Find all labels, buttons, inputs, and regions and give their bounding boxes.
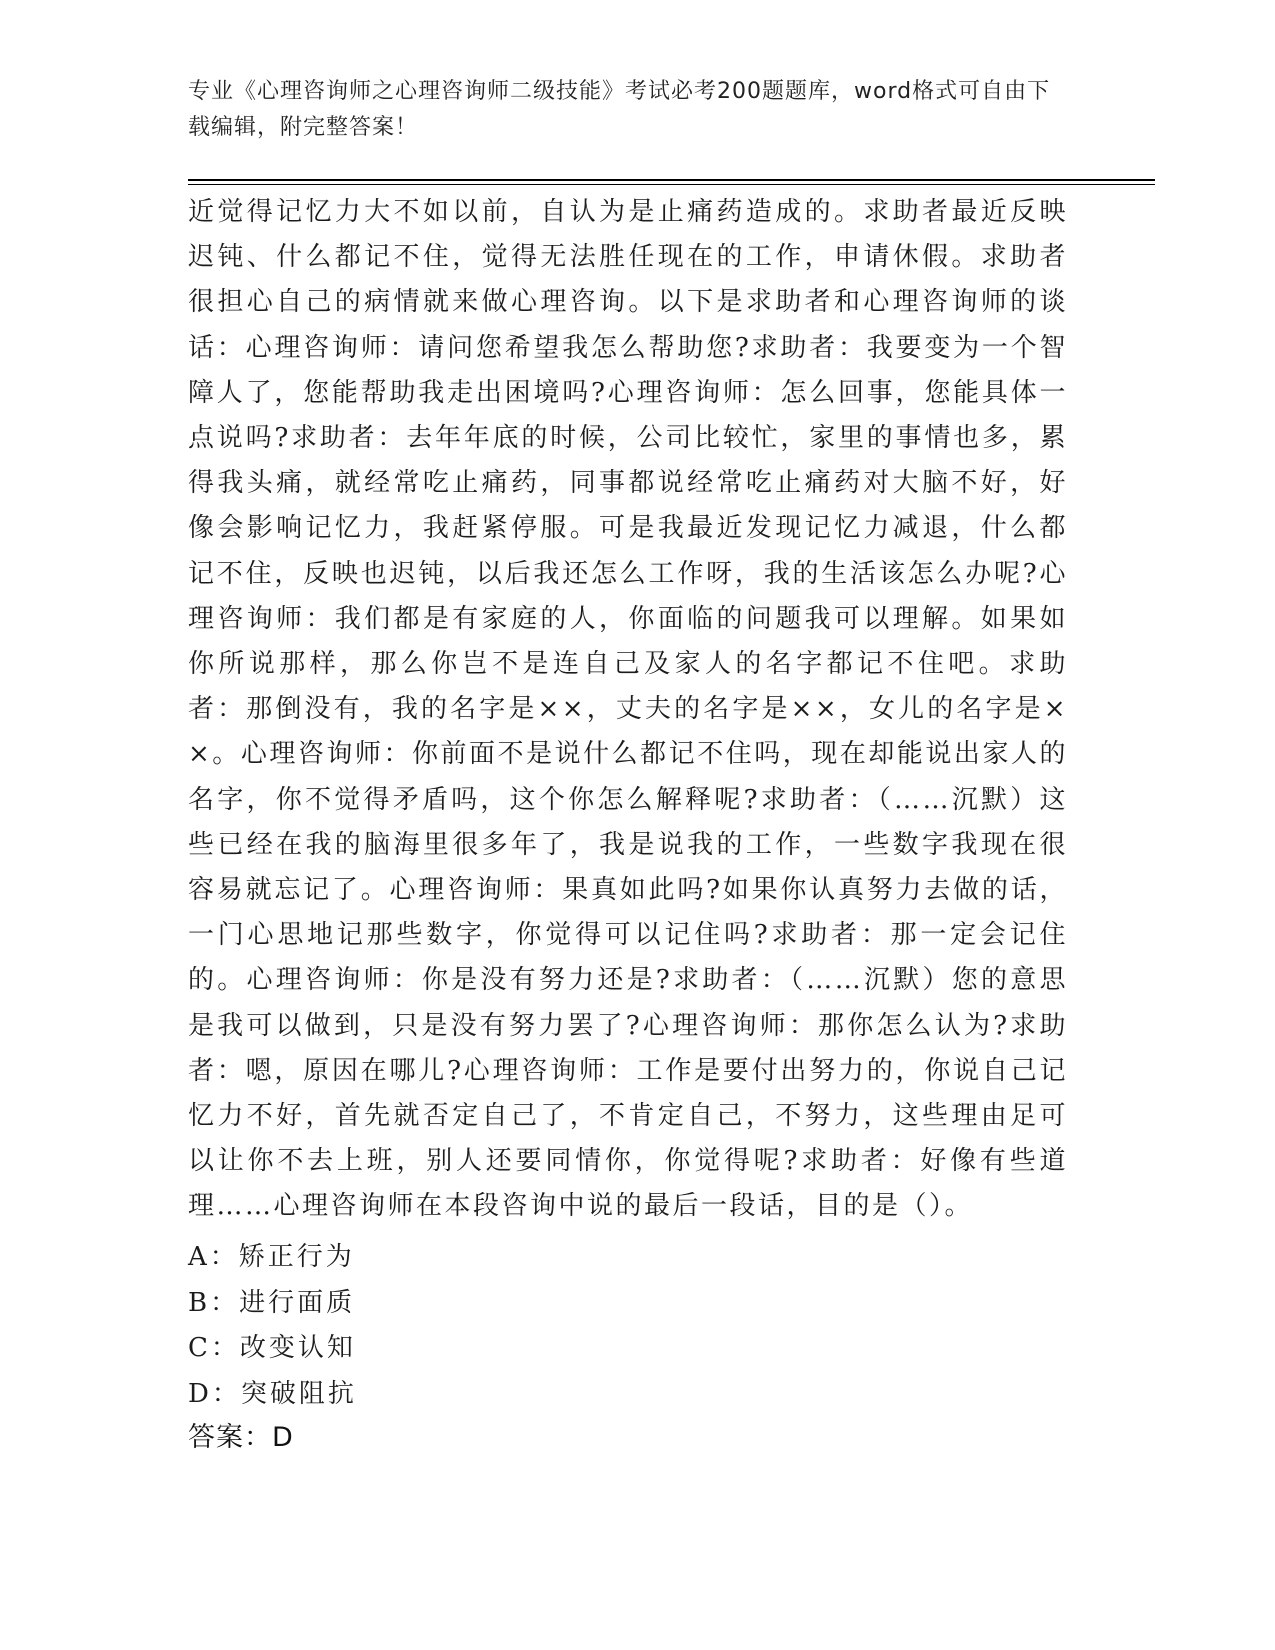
answer-options [188, 1235, 1068, 1417]
option-c: C：改变认知 [188, 1333, 356, 1363]
option-d: D：突破阻抗 [188, 1378, 357, 1409]
answer-key: 答案：D [188, 1422, 294, 1453]
question-text: 近觉得记忆力大不如以前，自认为是止痛药造成的。求助者最近反映迟钝、什么都记不住，觉得无法胜任现在的工作，申请休假。求助者很担心自己的病情就来做心理咨询。以下是求助者和心理咨询师的谈话：心理咨询师：请问您希望我怎么帮助您?求助者：我要变为一个智障人了，您能帮助我走出困境吗?心理咨询师：怎么回事，您能具体一点说吗?求助者：去年年底的时候，公司比较忙，家里的事情也多，累得我头痛，就经常吃止痛药，同事都说经常吃止痛药对大脑不好，好像会影响记忆力，我赶紧停服。可是我最近发现记忆力减退，什么都记不住，反映也迟钝，以后我还怎么工作呀，我的生活该怎么办呢?心理咨询师：我们都是有家庭的人，你面临的问题我可以理解。如果如你所说那样，那么你岂不是连自己及家人的名字都记不住吧。求助者：那倒没有，我的名字是××，丈夫的名字是××，女儿的名字是××。心理咨询师：你前面不是说什么都记不住吗，现在却能说出家人的名字，你不觉得矛盾吗，这个你怎么解释呢?求助者：（……沉默）这些已经在我的脑海里很多年了，我是说我的工作，一些数字我现在很容易就忘记了。心理咨询师：果真如此吗?如果你认真努力去做的话，一门心思地记那些数字，你觉得可以记住吗?求助者：那一定会记住的。心理咨询师：你是没有努力还是?求助者：（……沉默）您的意思是我可以做到，只是没有努力罢了?心理咨询师：那你怎么认为?求助者：嗯，原因在哪儿?心理咨询师：工作是要付出努力的，你说自己记忆力不好，首先就否定自己了，不肯定自己，不努力，这些理由足可以让你不去上班，别人还要同情你，你觉得呢?求助者：好像有些道理……心理咨询师在本段咨询中说的最后一段话，目的是（）。 [188, 197, 1068, 1222]
option-b: B：进行面质 [188, 1287, 356, 1318]
header-rule-thin [188, 184, 1155, 185]
option-a: A：矫正行为 [188, 1242, 355, 1272]
header-rule-thick [188, 179, 1155, 181]
document-header: 专业《心理咨询师之心理咨询师二级技能》考试必考200题题库，word格式可自由下载编辑，附完整答案！ [188, 79, 1051, 140]
